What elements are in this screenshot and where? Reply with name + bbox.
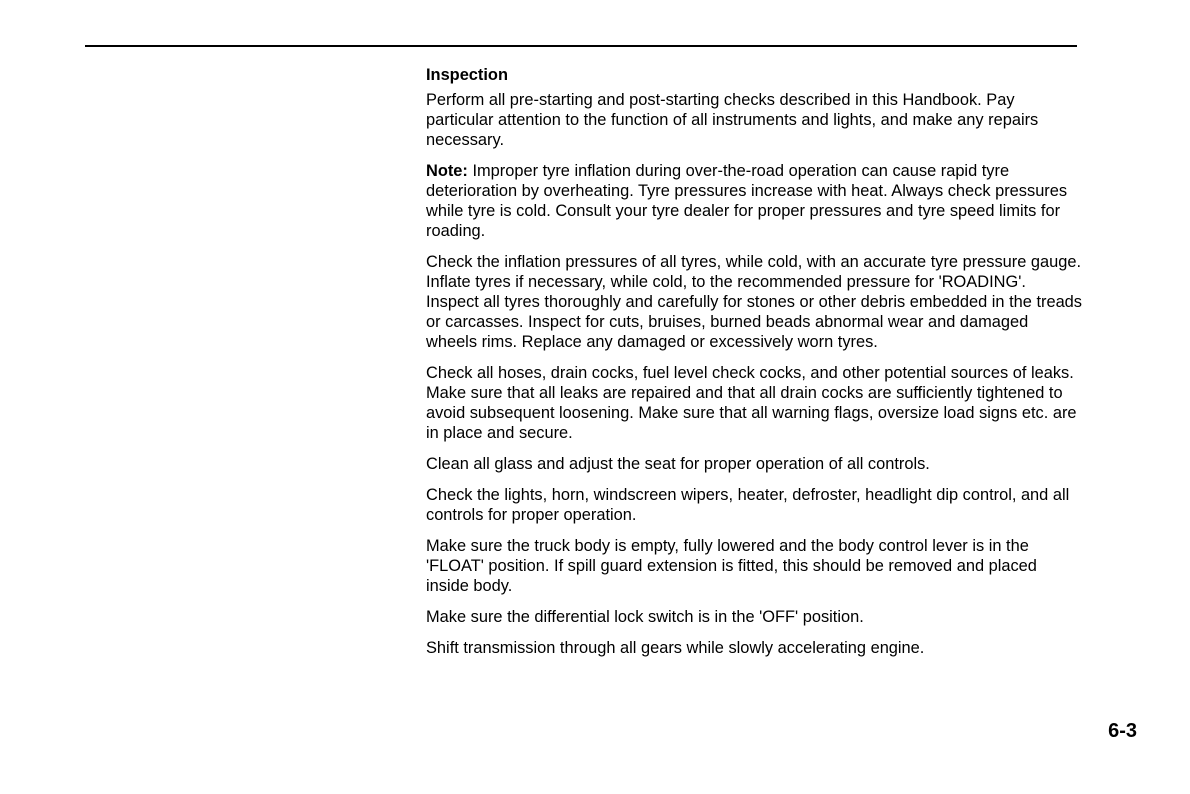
note-label: Note: bbox=[426, 162, 468, 180]
paragraph-hoses-leaks: Check all hoses, drain cocks, fuel level check cocks, and other potential sources of leaks. Make sure that all leaks are repaired and that all drain cocks are sufficiently tightened to avoid subsequent loosening. Make sure that all warning flags, oversize load signs etc. are in place and secure. bbox=[426, 364, 1077, 442]
paragraph-differential-lock: Make sure the differential lock switch is in the 'OFF' position. bbox=[426, 608, 864, 626]
paragraph-truck-body: Make sure the truck body is empty, fully lowered and the body control lever is in the 'FLOAT' position. If spill guard extension is fitted, this should be removed and placed inside body. bbox=[426, 537, 1037, 595]
paragraph-glass-seat: Clean all glass and adjust the seat for proper operation of all controls. bbox=[426, 455, 930, 473]
paragraph-lights-controls: Check the lights, horn, windscreen wipers, heater, defroster, headlight dip control, and all controls for proper operation. bbox=[426, 486, 1070, 524]
paragraph-tyre-pressures: Check the inflation pressures of all tyres, while cold, with an accurate tyre pressure gauge. Inflate tyres if necessary, while cold, to the recommended pressure for 'ROADING'. Inspect all tyres thoroughly and carefully for stones or other debris embedded in the treads or carcasses. Inspect for cuts, bruises, burned beads abnormal wear and damaged wheels rims. Replace any damaged or excessively worn tyres. bbox=[426, 253, 1082, 351]
note-text: Improper tyre inflation during over-the-road operation can cause rapid tyre deterioration by overheating. Tyre pressures increase with heat. Always check pressures while tyre is cold. Consult your tyre dealer for proper pressures and tyre speed limits for roading. bbox=[426, 162, 1068, 240]
paragraph-transmission: Shift transmission through all gears while slowly accelerating engine. bbox=[426, 639, 925, 657]
page-number: 6-3 bbox=[1108, 720, 1137, 742]
header-rule bbox=[85, 45, 1077, 47]
section-heading: Inspection bbox=[426, 66, 508, 84]
paragraph-checks: Perform all pre-starting and post-starting checks described in this Handbook. Pay particular attention to the function of all instruments and lights, and make any repairs necessary. bbox=[426, 91, 1039, 149]
page-content bbox=[426, 65, 1082, 669]
note-paragraph bbox=[426, 161, 1082, 241]
